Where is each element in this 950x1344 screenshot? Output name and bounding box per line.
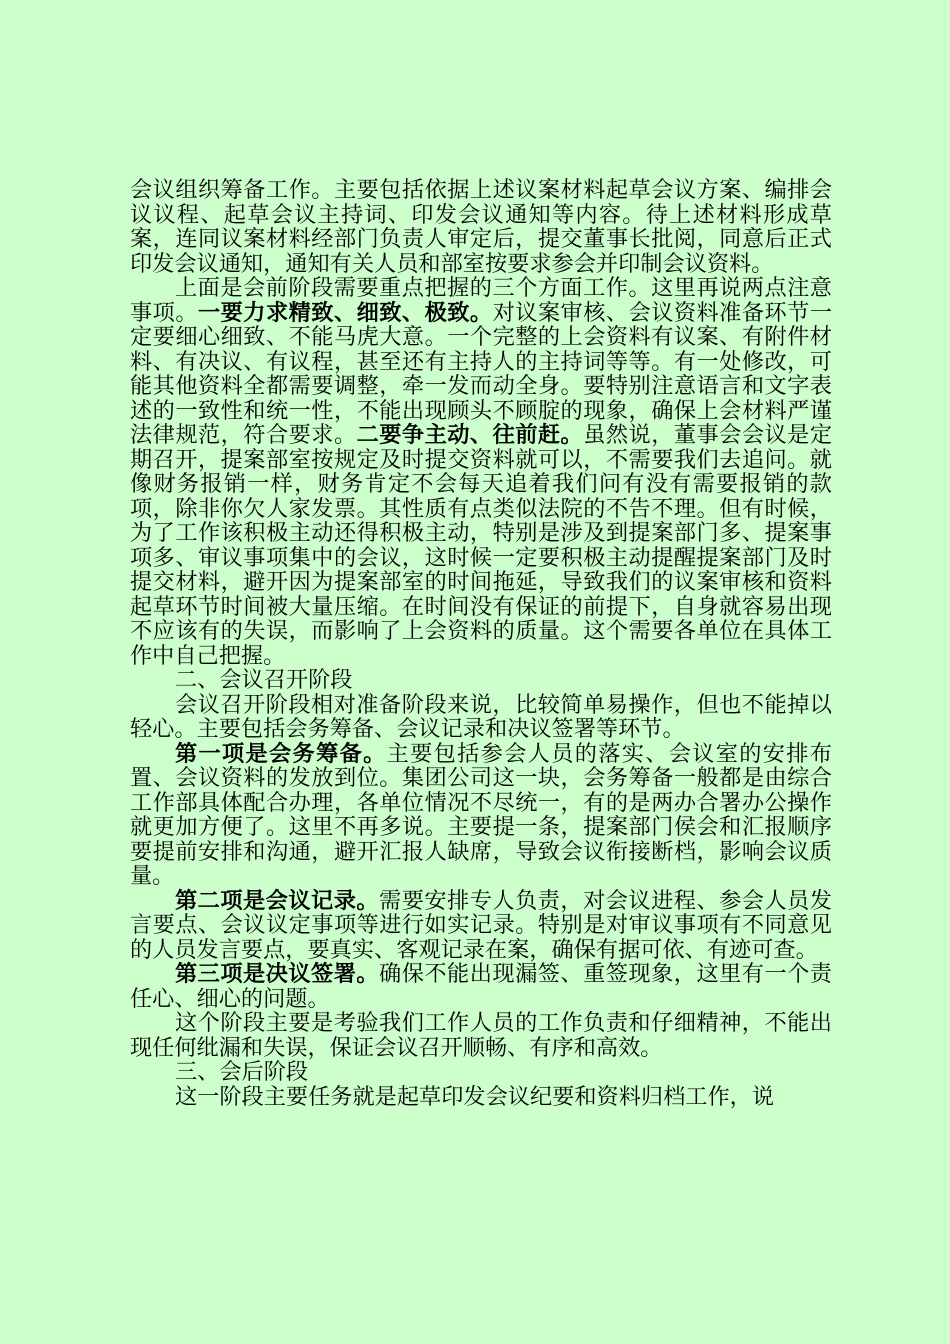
paragraph-item-two bbox=[130, 889, 832, 963]
paragraph-text: 虽然说，董事会会议是定期召开，提案部室按规定及时提交资料就可以，不需要我们去追问。就像财务报销一样，财务肯定不会每天追着我们问有没有需要报销的款项，除非你欠人家发票。其性质有点类似法院的不告不理。但有时候，为了工作该积极主动还得积极主动，特别是涉及到提案部门多、提案事项多、审议事项集中的会议，这时候一定要积极主动提醒提案部门及时提交材料，避开因为提案部室的时间拖延，导致我们的议案审核和资料起草环节时间被大量压缩。在时间没有保证的前提下，自身就容易出现不应该有的失误，而影响了上会资料的质量。这个需要各单位在具体工作中自己把握。 bbox=[130, 422, 833, 669]
section-heading-meeting-stage: 二、会议召开阶段 bbox=[175, 667, 353, 693]
paragraph-text: 会议组织筹备工作。主要包括依据上述议案材料起草会议方案、编排会议议程、起草会议主持词、印发会议通知等内容。待上述材料形成草案，连同议案材料经部门负责人审定后，提交董事长批阅，同意后正式印发会议通知，通知有关人员和部室按要求参会并印制会议资料。 bbox=[130, 177, 832, 277]
paragraph-after-meeting: 这一阶段主要任务就是起草印发会议纪要和资料归档工作，说 bbox=[175, 1083, 775, 1110]
paragraph-item-three bbox=[130, 962, 832, 1011]
bold-point-two: 二要争主动、往前赶。 bbox=[356, 422, 584, 448]
section-heading-after-meeting: 三、会后阶段 bbox=[175, 1059, 309, 1085]
bold-item-two-title: 第二项是会议记录。 bbox=[175, 887, 380, 914]
document-body bbox=[130, 178, 832, 1109]
paragraph-text: 确保不能出现漏签、重签现象，这里有一个责任心、细心的问题。 bbox=[130, 961, 832, 1012]
bold-item-one-title: 第一项是会务筹备。 bbox=[175, 740, 387, 767]
paragraph-text: 主要包括参会人员的落实、会议室的安排布置、会议资料的发放到位。集团公司这一块，会务筹备一般都是由综合工作部具体配合办理，各单位情况不尽统一，有的是两办合署办公操作就更加方便了。这里不再多说。主要提一条，提案部门侯会和汇报顺序要提前安排和沟通，避开汇报人缺席，导致会议衔接断档，影响会议质量。 bbox=[130, 740, 833, 889]
paragraph-item-one bbox=[130, 742, 832, 889]
bold-item-three-title: 第三项是决议签署。 bbox=[175, 961, 380, 987]
paragraph-text: 需要安排专人负责，对会议进程、参会人员发言要点、会议议定事项等进行如实记录。特别是对审议事项有不同意见的人员发言要点，要真实、客观记录在案，确保有据可依、有迹可查。 bbox=[130, 887, 832, 963]
paragraph-meeting-stage-intro: 会议召开阶段相对准备阶段来说，比较简单易操作，但也不能掉以轻心。主要包括会务筹备、会议记录和决议签署等环节。 bbox=[130, 691, 832, 742]
bold-point-one: 一要力求精致、细致、极致。 bbox=[197, 299, 493, 326]
paragraph-text: 上面是会前阶段需要重点把握的三个方面工作。这里再说两点注意事项。 bbox=[130, 275, 832, 326]
paragraph-text: 对议案审核、会议资料准备环节一定要细心细致、不能马虎大意。一个完整的上会资料有议案、有附件材料、有决议、有议程，甚至还有主持人的主持词等等。有一处修改，可能其他资料全都需要调整，牵一发而动全身。要特别注意语言和文字表述的一致性和统一性，不能出现顾头不顾腚的现象，确保上会材料严谨法律规范，符合要求。 bbox=[130, 299, 833, 448]
paragraph-meeting-preparation bbox=[130, 178, 832, 276]
paragraph-stage-summary: 这个阶段主要是考验我们工作人员的工作负责和仔细精神，不能出现任何纰漏和失误，保证会议召开顺畅、有序和高效。 bbox=[130, 1010, 832, 1061]
paragraph-precautions bbox=[130, 276, 832, 668]
